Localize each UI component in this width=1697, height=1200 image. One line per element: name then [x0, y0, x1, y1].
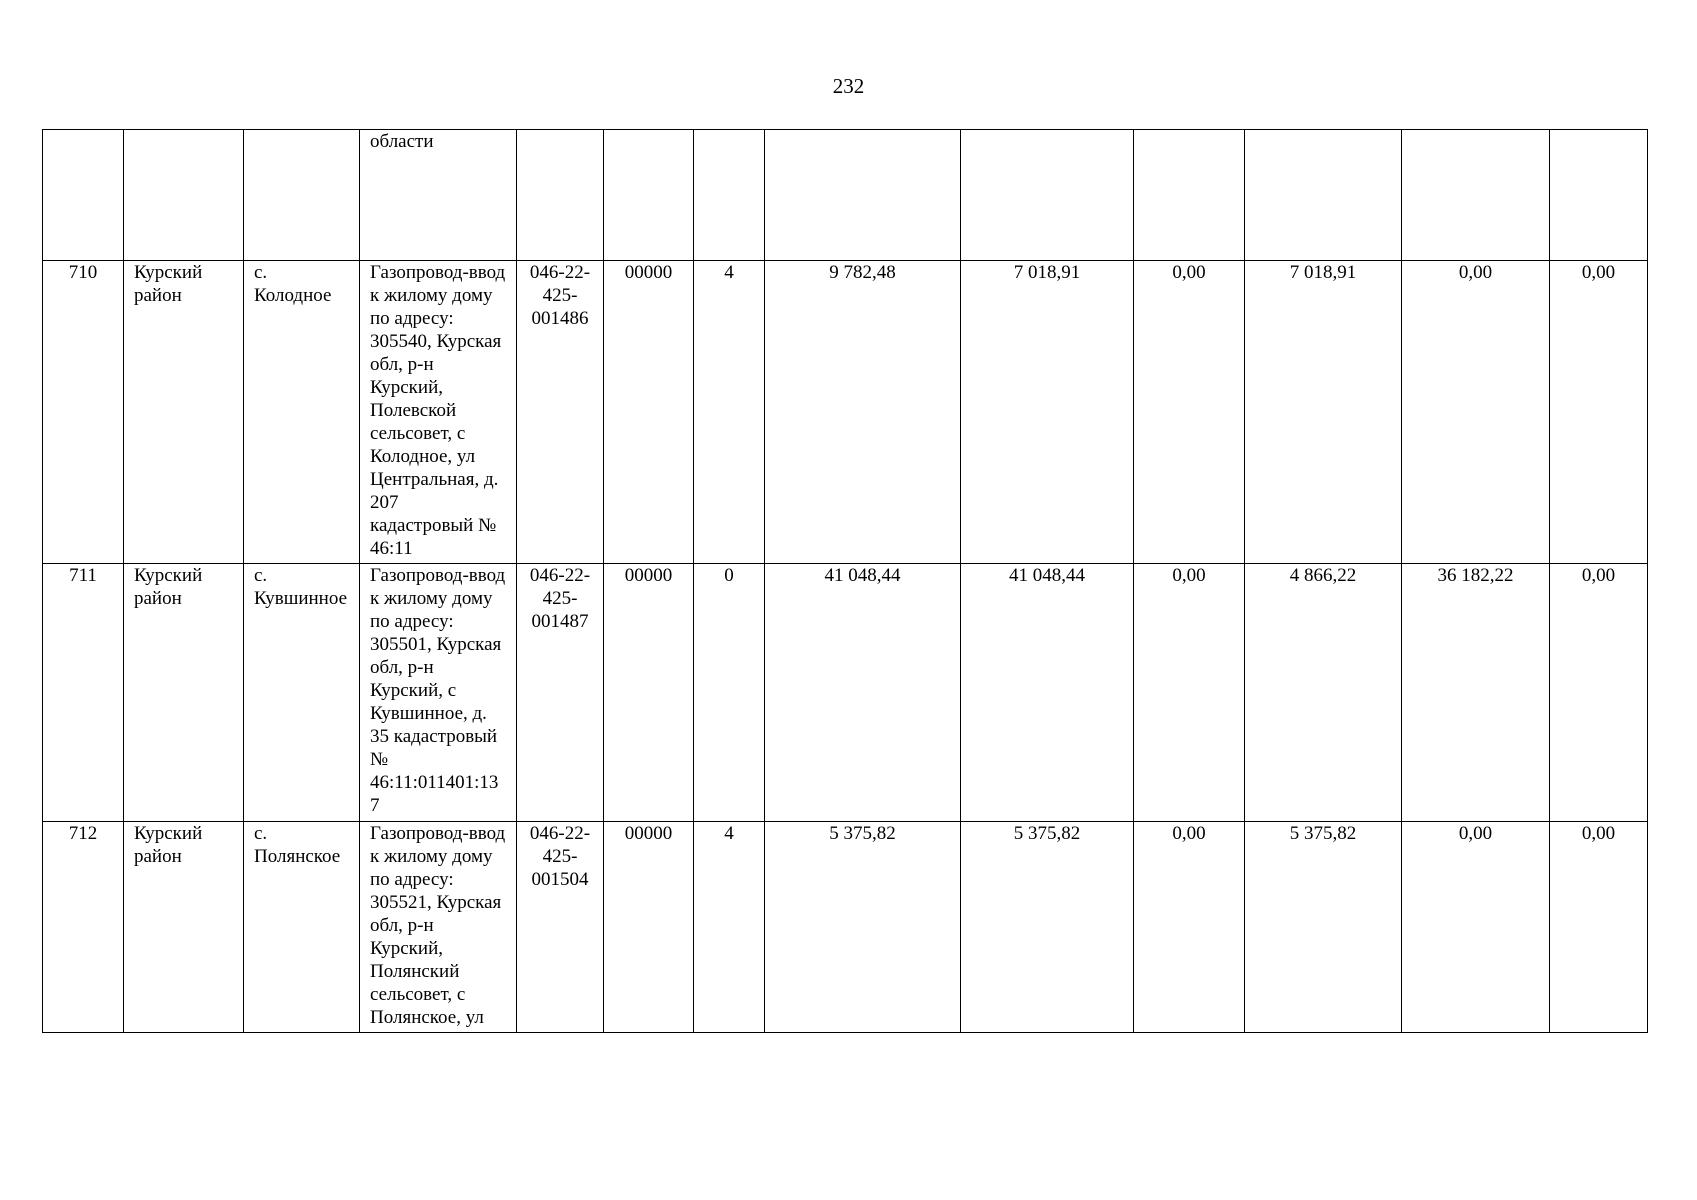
zero-code-cell: 00000 — [604, 822, 694, 1033]
digit-code-cell: 0 — [694, 564, 765, 822]
amount-cell-6: 0,00 — [1550, 564, 1648, 822]
amount-cell-2: 41 048,44 — [961, 564, 1134, 822]
object-description-cell: Газопровод-ввод к жилому дому по адресу: 305501, Курская обл, р-н Курский, с Кувшинное, д. 35 кадастровый № 46:11:011401:137 — [360, 564, 517, 822]
amount-cell-3: 0,00 — [1134, 822, 1245, 1033]
amount-cell-2: 7 018,91 — [961, 261, 1134, 564]
amount-cell-3: 0,00 — [1134, 564, 1245, 822]
table-row — [43, 130, 1648, 261]
amount-cell-2: 5 375,82 — [961, 822, 1134, 1033]
amount-cell-5 — [1402, 130, 1550, 261]
zero-code-cell: 00000 — [604, 261, 694, 564]
amount-cell-6: 0,00 — [1550, 822, 1648, 1033]
amount-cell-5: 0,00 — [1402, 261, 1550, 564]
amount-cell-6 — [1550, 130, 1648, 261]
district-cell: Курский район — [124, 822, 244, 1033]
amount-cell-3: 0,00 — [1134, 261, 1245, 564]
registry-code-cell: 046-22-425-001504 — [517, 822, 604, 1033]
registry-code-cell: 046-22-425-001486 — [517, 261, 604, 564]
object-description-cell: Газопровод-ввод к жилому дому по адресу: 305521, Курская обл, р-н Курский, Полянский сельсовет, с Полянское, ул — [360, 822, 517, 1033]
district-cell: Курский район — [124, 261, 244, 564]
page-number: 232 — [832, 74, 865, 98]
amount-cell-5: 36 182,22 — [1402, 564, 1550, 822]
amount-cell-1: 41 048,44 — [765, 564, 961, 822]
settlement-cell — [244, 130, 360, 261]
settlement-cell: с. Полянское — [244, 822, 360, 1033]
district-cell: Курский район — [124, 564, 244, 822]
settlement-cell: с. Колодное — [244, 261, 360, 564]
digit-code-cell: 4 — [694, 261, 765, 564]
row-number-cell: 710 — [43, 261, 124, 564]
registry-code-cell: 046-22-425-001487 — [517, 564, 604, 822]
table-row — [43, 261, 1648, 564]
object-description-cell: области — [360, 130, 517, 261]
registry-code-cell — [517, 130, 604, 261]
data-table — [42, 129, 1648, 1033]
amount-cell-5: 0,00 — [1402, 822, 1550, 1033]
amount-cell-6: 0,00 — [1550, 261, 1648, 564]
amount-cell-4: 4 866,22 — [1245, 564, 1402, 822]
row-number-cell — [43, 130, 124, 261]
amount-cell-4: 5 375,82 — [1245, 822, 1402, 1033]
amount-cell-4: 7 018,91 — [1245, 261, 1402, 564]
digit-code-cell: 4 — [694, 822, 765, 1033]
zero-code-cell: 00000 — [604, 564, 694, 822]
digit-code-cell — [694, 130, 765, 261]
table-row — [43, 564, 1648, 822]
amount-cell-1: 5 375,82 — [765, 822, 961, 1033]
table-row — [43, 822, 1648, 1033]
object-description-cell: Газопровод-ввод к жилому дому по адресу: 305540, Курская обл, р-н Курский, Полевской сельсовет, с Колодное, ул Центральная, д. 207 кадастровый № 46:11 — [360, 261, 517, 564]
district-cell — [124, 130, 244, 261]
zero-code-cell — [604, 130, 694, 261]
settlement-cell: с. Кувшинное — [244, 564, 360, 822]
amount-cell-2 — [961, 130, 1134, 261]
amount-cell-1: 9 782,48 — [765, 261, 961, 564]
row-number-cell: 711 — [43, 564, 124, 822]
row-number-cell: 712 — [43, 822, 124, 1033]
amount-cell-3 — [1134, 130, 1245, 261]
amount-cell-1 — [765, 130, 961, 261]
amount-cell-4 — [1245, 130, 1402, 261]
